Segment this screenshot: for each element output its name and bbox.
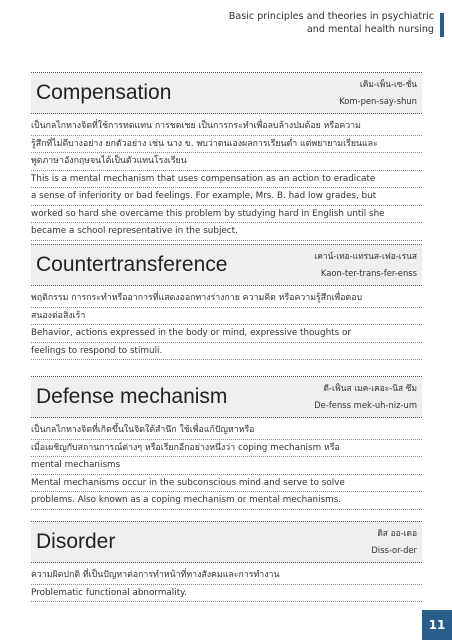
definition-line: ความผิดปกติ ที่เป็นปัญหาต่อการทำหน้าที่ทางสังคมและการทำงาน bbox=[31, 567, 422, 585]
definition-line: This is a mental mechanism that uses compensation as an action to eradicate bbox=[31, 171, 422, 189]
definition-line: worked so hard she overcame this problem by studying hard in English until she bbox=[31, 206, 422, 224]
definition-line: feelings to respond to stimuli. bbox=[31, 343, 422, 361]
english-pronunciation: Kaon-ter-trans-fer-enss bbox=[320, 268, 417, 278]
entry-term: Defense mechanism bbox=[36, 385, 228, 408]
running-header bbox=[229, 10, 434, 36]
definition-line: mental mechanisms bbox=[31, 457, 422, 475]
thai-pronunciation: เคิม-เพ็น-เซ-ชั่น bbox=[359, 79, 417, 89]
header-line-1: Basic principles and theories in psychiatric bbox=[228, 11, 434, 22]
entry-term: Compensation bbox=[36, 81, 172, 104]
entry-header-defense-mechanism bbox=[31, 376, 422, 418]
english-pronunciation: Diss-or-der bbox=[371, 545, 417, 555]
header-line-2: and mental health nursing bbox=[306, 24, 434, 35]
english-pronunciation: De-fenss mek-uh-niz-um bbox=[314, 400, 417, 410]
entry-definition-disorder bbox=[31, 567, 422, 602]
english-pronunciation: Kom-pen-say-shun bbox=[339, 96, 417, 106]
entry-header-compensation bbox=[31, 72, 422, 114]
definition-line: พฤติกรรม การกระทำหรืออาการที่แสดงออกทางร่างกาย ความคิด หรือความรู้สึกเพื่อตอบ bbox=[31, 290, 422, 308]
page-number: 11 bbox=[422, 610, 452, 640]
definition-line: a sense of inferiority or bad feelings. For example, Mrs. B. had low grades, but bbox=[31, 188, 422, 206]
header-accent-bar bbox=[440, 13, 444, 37]
entry-definition-compensation bbox=[31, 118, 422, 241]
definition-line: รู้สึกที่ไม่ดีบางอย่าง ยกตัวอย่าง เช่น นาง ข. พบว่าตนเองผลการเรียนต่ำ แต่พยายามเรียนและ bbox=[31, 136, 422, 154]
entry-pronunciation bbox=[314, 248, 417, 282]
definition-line: problems. Also known as a coping mechanism or mental mechanisms. bbox=[31, 492, 422, 510]
entry-header-disorder bbox=[31, 521, 422, 563]
definition-line: Behavior, actions expressed in the body or mind, expressive thoughts or bbox=[31, 325, 422, 343]
definition-line: สนองต่อสิ่งเร้า bbox=[31, 308, 422, 326]
entry-definition-countertransference bbox=[31, 290, 422, 360]
entry-term: Disorder bbox=[36, 530, 116, 553]
definition-line: became a school representative in the subject. bbox=[31, 223, 422, 241]
thai-pronunciation: ดี-เฟ็นส เมค-เคอะ-นิส ซึม bbox=[323, 383, 417, 393]
definition-line: เมื่อเผชิญกับสถานการณ์ต่างๆ หรือเรียกอีกอย่างหนึ่งว่า coping mechanism หรือ bbox=[31, 440, 422, 458]
thai-pronunciation: ดิส ออ-เดอ bbox=[377, 528, 417, 538]
thai-pronunciation: เคาน์-เทอ-แทรนส-เฟอ-เรนส bbox=[314, 251, 417, 261]
definition-line: พูดภาษาอังกฤษจนได้เป็นตัวแทนโรงเรียน bbox=[31, 153, 422, 171]
entry-definition-defense-mechanism bbox=[31, 422, 422, 510]
entry-pronunciation bbox=[339, 76, 417, 110]
definition-line: Problematic functional abnormality. bbox=[31, 585, 422, 603]
entry-pronunciation bbox=[314, 380, 417, 414]
entry-header-countertransference bbox=[31, 244, 422, 286]
definition-line: Mental mechanisms occur in the subconscious mind and serve to solve bbox=[31, 475, 422, 493]
definition-line: เป็นกลไกทางจิตที่เกิดขึ้นในจิตใต้สำนึก ใช้เพื่อแก้ปัญหาหรือ bbox=[31, 422, 422, 440]
entry-pronunciation bbox=[371, 525, 417, 559]
definition-line: เป็นกลไกทางจิตที่ใช้การทดแทน การชดเชย เป็นการกระทำเพื่อลบล้างปมด้อย หรือความ bbox=[31, 118, 422, 136]
entry-term: Countertransference bbox=[36, 253, 228, 276]
